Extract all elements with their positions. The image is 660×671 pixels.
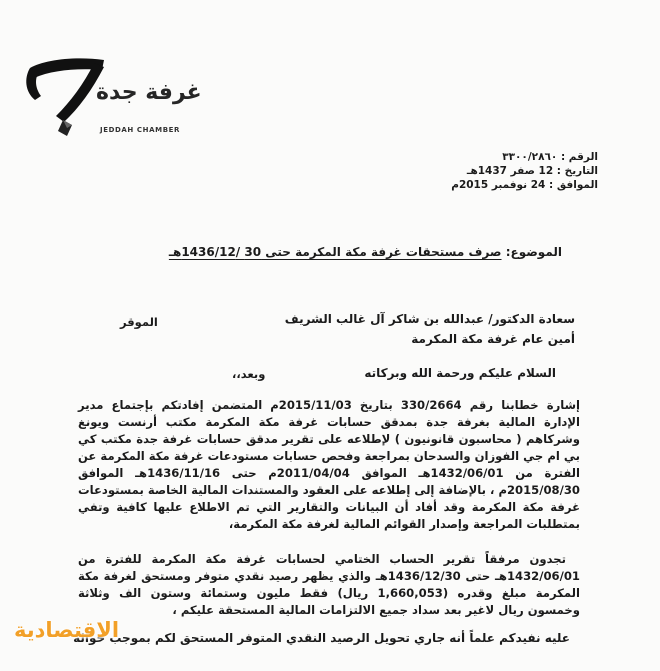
logo-arabic-name: غرفة جدة	[96, 80, 202, 105]
body-paragraph-3: عليه نفيدكم علماً أنه جاري تحويل الرصيد النقدي المتوفر المستحق لكم بموجب حوالة	[73, 631, 570, 645]
subject-line	[169, 245, 562, 259]
addressee-name: سعادة الدكتور/ عبدالله بن شاكر آل غالب الشريف	[284, 312, 575, 326]
body-paragraph-1: إشارة خطابنا رقم 330/2664 بتاريخ 2015/11/03م المتضمن إفادتكم بإجتماع مدير الإدارة المالية بغرفة جدة بمدقق حسابات غرفة مكة المكرمة مكتب أرنست ويونغ وشركاهم ( محاسبون قانونيون ) لإطلاعه على تقرير مدقق حسابات غرفة جدة مكتب كي بي ام جي الفوزان والسدحان بمراجعة وفحص حسابات مستودعات غرفة مكة المكرمة عن الفترة من 1432/06/01هـ الموافق 2011/04/04م حتى 1436/11/16هـ الموافق 2015/08/30م ، بالإضافة إلى إطلاعه على العقود والمستندات المالية الخاصة بمستودعات غرفة مكة المكرمة وقد أفاد أن البيانات والتقارير التي تم الاطلاع عليها كافية وتفي بمتطلبات المراجعة وإصدار القوائم المالية لغرفة مكة المكرمة،	[78, 398, 581, 531]
subject-text: صرف مستحقات غرفة مكة المكرمة حتى 30 /1436/12هـ	[168, 245, 502, 259]
body-paragraph-2: تجدون مرفقاً تقرير الحساب الختامي لحسابات غرفة مكة المكرمة للفترة من 1432/06/01هـ حتى 1436/12/30هـ والذي يظهر رصيد نقدي متوفر ومستحق لغرفة مكة المكرمة مبلغ وقدره (1,660,053 ريال) فقط مليون وستمائة وستون الف وثلاثة وخمسون ريال لاغير بعد سداد جميع الالتزامات المالية المستحقة عليكم ،	[78, 552, 580, 617]
greeting-after: وبعد،،	[232, 367, 266, 381]
greeting-salam: السلام عليكم ورحمة الله وبركاته	[364, 366, 556, 380]
addressee-honorific: الموقر	[120, 315, 158, 329]
logo-english-name: JEDDAH CHAMBER	[100, 126, 181, 134]
subject-label: الموضوع:	[501, 245, 562, 259]
addressee-title: أمين عام غرفة مكة المكرمة	[411, 332, 575, 346]
letter-reference-block	[451, 150, 598, 192]
date-gregorian: الموافق : 24 نوفمبر 2015م	[451, 179, 598, 191]
date-hijri: التاريخ : 12 صفر 1437هـ	[466, 165, 598, 177]
reference-number: الرقم : ٣٣٠٠/٢٨٦٠	[502, 151, 598, 163]
newspaper-watermark: الاقتصادية	[14, 618, 120, 642]
